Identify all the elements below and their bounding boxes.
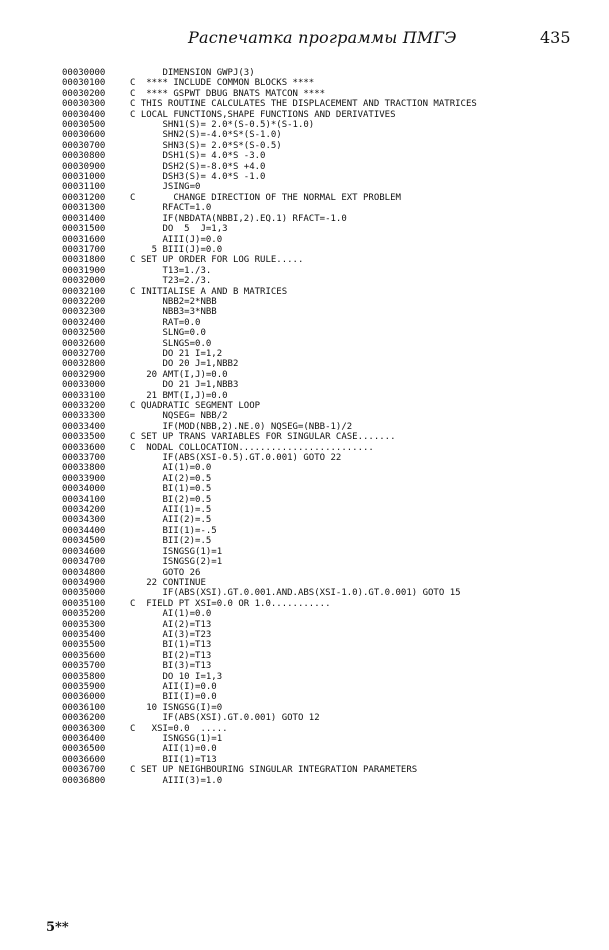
line-number: 00035300	[62, 619, 106, 630]
line-number: 00033300	[62, 411, 106, 422]
code-line	[62, 713, 477, 723]
code-line	[62, 609, 477, 619]
line-text: GOTO 26	[130, 567, 201, 578]
code-line	[62, 68, 477, 78]
code-line	[62, 568, 477, 578]
line-text: BII(1)=T13	[130, 754, 217, 765]
line-number: 00034300	[62, 515, 106, 526]
line-number: 00034600	[62, 546, 106, 557]
code-line	[62, 724, 477, 734]
code-line	[62, 630, 477, 640]
line-number: 00031000	[62, 172, 106, 183]
line-text: C SET UP ORDER FOR LOG RULE.....	[130, 255, 304, 266]
line-number: 00032600	[62, 338, 106, 349]
code-line	[62, 245, 477, 255]
line-text: 22 CONTINUE	[130, 577, 206, 588]
line-number: 00031700	[62, 244, 106, 255]
line-text: DSH2(S)=-8.0*S +4.0	[130, 161, 266, 172]
line-text: C INITIALISE A AND B MATRICES	[130, 286, 288, 297]
line-text: DO 20 J=1,NBB2	[130, 359, 239, 370]
code-line	[62, 287, 477, 297]
line-text: DO 10 I=1,3	[130, 671, 223, 682]
line-text: SLNGS=0.0	[130, 338, 212, 349]
code-line	[62, 443, 477, 453]
line-number: 00030700	[62, 140, 106, 151]
code-line	[62, 141, 477, 151]
line-number: 00035500	[62, 640, 106, 651]
code-line	[62, 339, 477, 349]
code-line	[62, 130, 477, 140]
line-text: IF(ABS(XSI-0.5).GT.0.001) GOTO 22	[130, 453, 342, 464]
line-text: AII(1)=0.0	[130, 744, 217, 755]
line-number: 00034100	[62, 494, 106, 505]
line-number: 00035100	[62, 598, 106, 609]
line-text: AII(2)=.5	[130, 515, 212, 526]
line-text: C FIELD PT XSI=0.0 OR 1.0...........	[130, 598, 331, 609]
line-text: DIMENSION GWPJ(3)	[130, 68, 255, 78]
line-text: 20 AMT(I,J)=0.0	[130, 369, 228, 380]
code-line	[62, 370, 477, 380]
line-text: AIII(3)=1.0	[130, 775, 223, 786]
line-text: IF(ABS(XSI).GT.0.001.AND.ABS(XSI-1.0).GT.0.001) GOTO 15	[130, 588, 461, 599]
line-number: 00030100	[62, 78, 106, 89]
code-line	[62, 734, 477, 744]
line-number: 00031200	[62, 192, 106, 203]
line-number: 00036300	[62, 723, 106, 734]
code-line	[62, 474, 477, 484]
line-number: 00034400	[62, 525, 106, 536]
line-text: ISNGSG(1)=1	[130, 546, 223, 557]
line-number: 00035000	[62, 588, 106, 599]
line-text: IF(ABS(XSI).GT.0.001) GOTO 12	[130, 713, 320, 724]
line-text: BI(1)=T13	[130, 640, 212, 651]
code-line	[62, 422, 477, 432]
code-line	[62, 484, 477, 494]
code-line	[62, 151, 477, 161]
code-line	[62, 776, 477, 786]
code-line	[62, 557, 477, 567]
code-line	[62, 620, 477, 630]
line-number: 00035200	[62, 609, 106, 620]
line-number: 00033900	[62, 473, 106, 484]
line-text: NQSEG= NBB/2	[130, 411, 228, 422]
line-number: 00036400	[62, 734, 106, 744]
code-line	[62, 380, 477, 390]
line-text: NBB2=2*NBB	[130, 296, 217, 307]
line-number: 00030400	[62, 109, 106, 120]
line-text: C SET UP TRANS VARIABLES FOR SINGULAR CASE.......	[130, 432, 396, 443]
code-line	[62, 307, 477, 317]
line-number: 00034700	[62, 557, 106, 568]
line-number: 00033000	[62, 380, 106, 391]
line-text: AIII(J)=0.0	[130, 234, 223, 245]
code-line	[62, 110, 477, 120]
line-number: 00033400	[62, 421, 106, 432]
line-number: 00030600	[62, 130, 106, 141]
line-number: 00035700	[62, 661, 106, 672]
code-line	[62, 89, 477, 99]
code-line	[62, 162, 477, 172]
line-number: 00033100	[62, 390, 106, 401]
code-line	[62, 515, 477, 525]
line-text: BII(2)=.5	[130, 536, 212, 547]
code-line	[62, 432, 477, 442]
line-number: 00034000	[62, 484, 106, 495]
code-line	[62, 318, 477, 328]
line-number: 00036800	[62, 775, 106, 786]
line-number: 00031800	[62, 255, 106, 266]
line-text: T13=1./3.	[130, 265, 212, 276]
line-number: 00036200	[62, 713, 106, 724]
page-number: 435	[540, 28, 571, 47]
line-number: 00032200	[62, 296, 106, 307]
line-number: 00034900	[62, 577, 106, 588]
line-text: SHN1(S)= 2.0*(S-0.5)*(S-1.0)	[130, 120, 315, 131]
line-number: 00030500	[62, 120, 106, 131]
line-text: C CHANGE DIRECTION OF THE NORMAL EXT PROBLEM	[130, 192, 401, 203]
code-line	[62, 744, 477, 754]
code-line	[62, 255, 477, 265]
code-line	[62, 120, 477, 130]
line-number: 00035900	[62, 681, 106, 692]
code-line	[62, 78, 477, 88]
code-line	[62, 495, 477, 505]
line-text: ISNGSG(1)=1	[130, 734, 223, 744]
code-line	[62, 349, 477, 359]
line-text: C NODAL COLLOCATION.........................	[130, 442, 374, 453]
code-line	[62, 765, 477, 775]
line-text: DSH1(S)= 4.0*S -3.0	[130, 151, 266, 162]
line-text: AI(1)=0.0	[130, 609, 212, 620]
line-text: DSH3(S)= 4.0*S -1.0	[130, 172, 266, 183]
line-number: 00031300	[62, 203, 106, 214]
line-text: BI(2)=T13	[130, 650, 212, 661]
line-text: DO 21 I=1,2	[130, 348, 223, 359]
line-number: 00034500	[62, 536, 106, 547]
line-number: 00030300	[62, 99, 106, 110]
code-line	[62, 599, 477, 609]
code-line	[62, 401, 477, 411]
code-line	[62, 99, 477, 109]
line-number: 00031600	[62, 234, 106, 245]
line-number: 00035600	[62, 650, 106, 661]
line-number: 00035800	[62, 671, 106, 682]
line-text: SLNG=0.0	[130, 328, 206, 339]
code-line	[62, 682, 477, 692]
line-number: 00031500	[62, 224, 106, 235]
line-number: 00034800	[62, 567, 106, 578]
line-text: DO 21 J=1,NBB3	[130, 380, 239, 391]
line-number: 00036700	[62, 765, 106, 776]
line-text: C THIS ROUTINE CALCULATES THE DISPLACEMENT AND TRACTION MATRICES	[130, 99, 477, 110]
line-number: 00032700	[62, 348, 106, 359]
line-text: AI(2)=T13	[130, 619, 212, 630]
line-text: IF(NBDATA(NBBI,2).EQ.1) RFACT=-1.0	[130, 213, 347, 224]
line-number: 00032400	[62, 317, 106, 328]
code-line	[62, 703, 477, 713]
line-text: AI(1)=0.0	[130, 463, 212, 474]
line-number: 00033500	[62, 432, 106, 443]
code-line	[62, 203, 477, 213]
line-text: BI(2)=0.5	[130, 494, 212, 505]
code-line	[62, 172, 477, 182]
line-text: T23=2./3.	[130, 276, 212, 287]
line-number: 00030900	[62, 161, 106, 172]
line-number: 00032800	[62, 359, 106, 370]
line-text: BII(1)=-.5	[130, 525, 217, 536]
line-number: 00035400	[62, 629, 106, 640]
code-line	[62, 224, 477, 234]
line-text: SHN3(S)= 2.0*S*(S-0.5)	[130, 140, 282, 151]
code-line	[62, 547, 477, 557]
line-number: 00032100	[62, 286, 106, 297]
code-line	[62, 755, 477, 765]
line-text: NBB3=3*NBB	[130, 307, 217, 318]
line-number: 00033800	[62, 463, 106, 474]
line-number: 00036500	[62, 744, 106, 755]
code-line	[62, 182, 477, 192]
code-line	[62, 453, 477, 463]
line-text: C XSI=0.0 .....	[130, 723, 228, 734]
line-text: DO 5 J=1,3	[130, 224, 228, 235]
code-line	[62, 276, 477, 286]
line-text: ISNGSG(2)=1	[130, 557, 223, 568]
line-text: RAT=0.0	[130, 317, 201, 328]
code-line	[62, 266, 477, 276]
line-text: IF(MOD(NBB,2).NE.0) NQSEG=(NBB-1)/2	[130, 421, 353, 432]
line-text: 21 BMT(I,J)=0.0	[130, 390, 228, 401]
code-line	[62, 297, 477, 307]
code-line	[62, 411, 477, 421]
code-line	[62, 328, 477, 338]
line-text: BII(I)=0.0	[130, 692, 217, 703]
line-text: AI(2)=0.5	[130, 473, 212, 484]
line-number: 00036600	[62, 754, 106, 765]
code-line	[62, 235, 477, 245]
line-number: 00033600	[62, 442, 106, 453]
code-line	[62, 640, 477, 650]
line-text: BI(1)=0.5	[130, 484, 212, 495]
program-listing	[62, 68, 477, 786]
line-text: AII(I)=0.0	[130, 681, 217, 692]
line-number: 00032300	[62, 307, 106, 318]
line-number: 00030200	[62, 88, 106, 99]
code-line	[62, 214, 477, 224]
code-line	[62, 391, 477, 401]
line-text: AII(1)=.5	[130, 505, 212, 516]
code-line	[62, 463, 477, 473]
line-text: BI(3)=T13	[130, 661, 212, 672]
code-line	[62, 359, 477, 369]
line-number: 00033200	[62, 401, 106, 411]
line-text: RFACT=1.0	[130, 203, 212, 214]
line-number: 00031900	[62, 265, 106, 276]
line-number: 00036100	[62, 702, 106, 713]
line-text: C SET UP NEIGHBOURING SINGULAR INTEGRATION PARAMETERS	[130, 765, 418, 776]
line-text: C QUADRATIC SEGMENT LOOP	[130, 401, 261, 411]
signature-mark: 5**	[46, 920, 69, 935]
line-text: C **** INCLUDE COMMON BLOCKS ****	[130, 78, 315, 89]
code-line	[62, 672, 477, 682]
code-line	[62, 193, 477, 203]
code-line	[62, 536, 477, 546]
line-number: 00032900	[62, 369, 106, 380]
code-line	[62, 505, 477, 515]
line-text: JSING=0	[130, 182, 201, 193]
code-line	[62, 692, 477, 702]
line-number: 00032500	[62, 328, 106, 339]
code-line	[62, 578, 477, 588]
line-number: 00031400	[62, 213, 106, 224]
code-line	[62, 588, 477, 598]
line-number: 00032000	[62, 276, 106, 287]
line-text: AI(3)=T23	[130, 629, 212, 640]
line-number: 00036000	[62, 692, 106, 703]
code-line	[62, 651, 477, 661]
running-title: Распечатка программы ПМГЭ	[188, 28, 457, 47]
line-number: 00033700	[62, 453, 106, 464]
line-number: 00030000	[62, 68, 106, 78]
line-text: 5 BIII(J)=0.0	[130, 244, 223, 255]
line-number: 00034200	[62, 505, 106, 516]
line-number: 00030800	[62, 151, 106, 162]
page-header	[0, 28, 609, 50]
line-text: SHN2(S)=-4.0*S*(S-1.0)	[130, 130, 282, 141]
line-text: C **** GSPWT DBUG BNATS MATCON ****	[130, 88, 326, 99]
line-text: C LOCAL FUNCTIONS,SHAPE FUNCTIONS AND DERIVATIVES	[130, 109, 396, 120]
line-text: 10 ISNGSG(I)=0	[130, 702, 223, 713]
code-line	[62, 526, 477, 536]
line-number: 00031100	[62, 182, 106, 193]
code-line	[62, 661, 477, 671]
